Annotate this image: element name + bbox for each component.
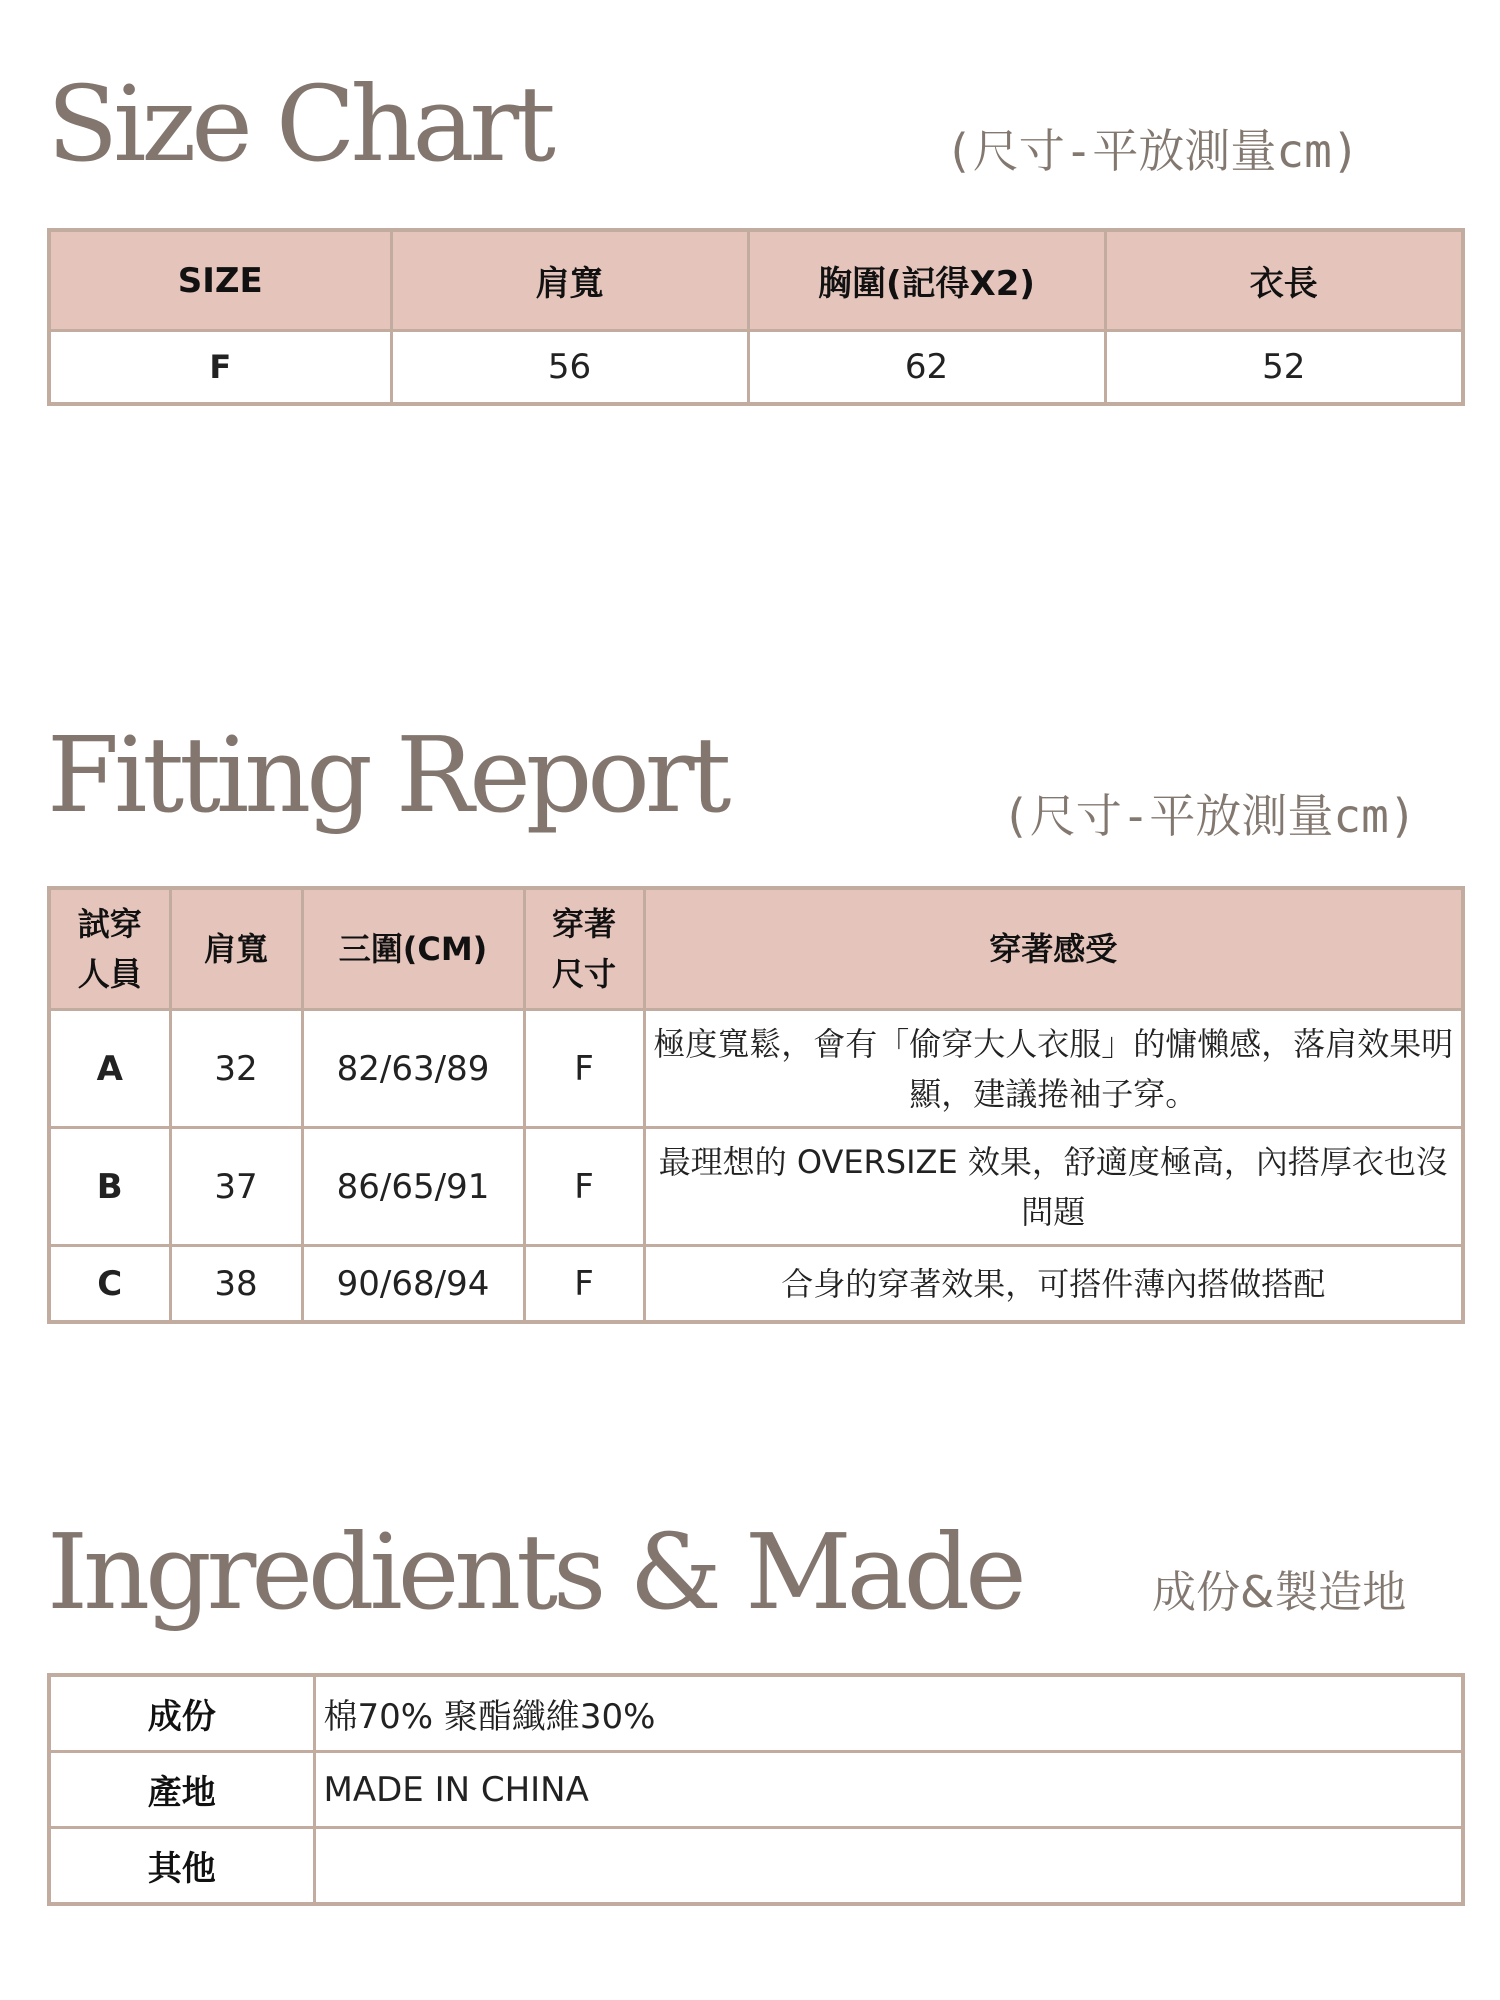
fitting-header-row	[49, 888, 1463, 1010]
length-value: 52	[1105, 331, 1463, 405]
shoulder-value: 56	[391, 331, 748, 405]
measurements-value: 82/63/89	[302, 1010, 524, 1128]
tester-label: B	[49, 1128, 170, 1246]
table-row	[49, 1675, 1463, 1752]
size-header-length: 衣長	[1105, 230, 1463, 331]
ingredients-subtitle: 成份&製造地	[1152, 1567, 1407, 1618]
origin-value: MADE IN CHINA	[314, 1752, 1463, 1828]
measurements-value: 90/68/94	[302, 1246, 524, 1323]
fit-header-shoulder: 肩寬	[170, 888, 302, 1010]
tester-label: A	[49, 1010, 170, 1128]
fitting-report-table	[47, 886, 1465, 1324]
size-chart-header-row	[49, 230, 1463, 331]
shoulder-value: 32	[170, 1010, 302, 1128]
fitting-report-subtitle: (尺寸-平放測量cm)	[1002, 789, 1417, 843]
table-row	[49, 1010, 1463, 1128]
other-value	[314, 1828, 1463, 1905]
material-label: 成份	[49, 1675, 314, 1752]
fit-header-worn-size: 穿著尺寸	[524, 888, 644, 1010]
size-value: F	[49, 331, 391, 405]
size-chart-table	[47, 228, 1465, 406]
fitting-report-title: Fitting Report	[47, 714, 727, 836]
measurements-value: 86/65/91	[302, 1128, 524, 1246]
ingredients-table	[47, 1673, 1465, 1906]
table-row	[49, 1128, 1463, 1246]
material-value: 棉70% 聚酯纖維30%	[314, 1675, 1463, 1752]
tester-label: C	[49, 1246, 170, 1323]
origin-label: 產地	[49, 1752, 314, 1828]
table-row	[49, 331, 1463, 405]
worn-size-value: F	[524, 1128, 644, 1246]
feeling-text: 最理想的 OVERSIZE 效果，舒適度極高，內搭厚衣也沒問題	[644, 1128, 1463, 1246]
table-row	[49, 1752, 1463, 1828]
fit-header-measurements: 三圍(CM)	[302, 888, 524, 1010]
size-chart-title: Size Chart	[47, 63, 551, 185]
worn-size-value: F	[524, 1246, 644, 1323]
fit-header-feeling: 穿著感受	[644, 888, 1463, 1010]
worn-size-value: F	[524, 1010, 644, 1128]
size-header-size: SIZE	[49, 230, 391, 331]
chest-value: 62	[748, 331, 1105, 405]
fit-header-tester: 試穿人員	[49, 888, 170, 1010]
shoulder-value: 38	[170, 1246, 302, 1323]
size-header-chest: 胸圍(記得X2)	[748, 230, 1105, 331]
shoulder-value: 37	[170, 1128, 302, 1246]
table-row	[49, 1828, 1463, 1905]
feeling-text: 合身的穿著效果，可搭件薄內搭做搭配	[644, 1246, 1463, 1323]
size-header-shoulder: 肩寬	[391, 230, 748, 331]
ingredients-title: Ingredients & Made	[47, 1511, 1022, 1633]
other-label: 其他	[49, 1828, 314, 1905]
feeling-text: 極度寬鬆，會有「偷穿大人衣服」的慵懶感，落肩效果明顯，建議捲袖子穿。	[644, 1010, 1463, 1128]
size-chart-subtitle: (尺寸-平放測量cm)	[945, 124, 1360, 178]
table-row	[49, 1246, 1463, 1323]
